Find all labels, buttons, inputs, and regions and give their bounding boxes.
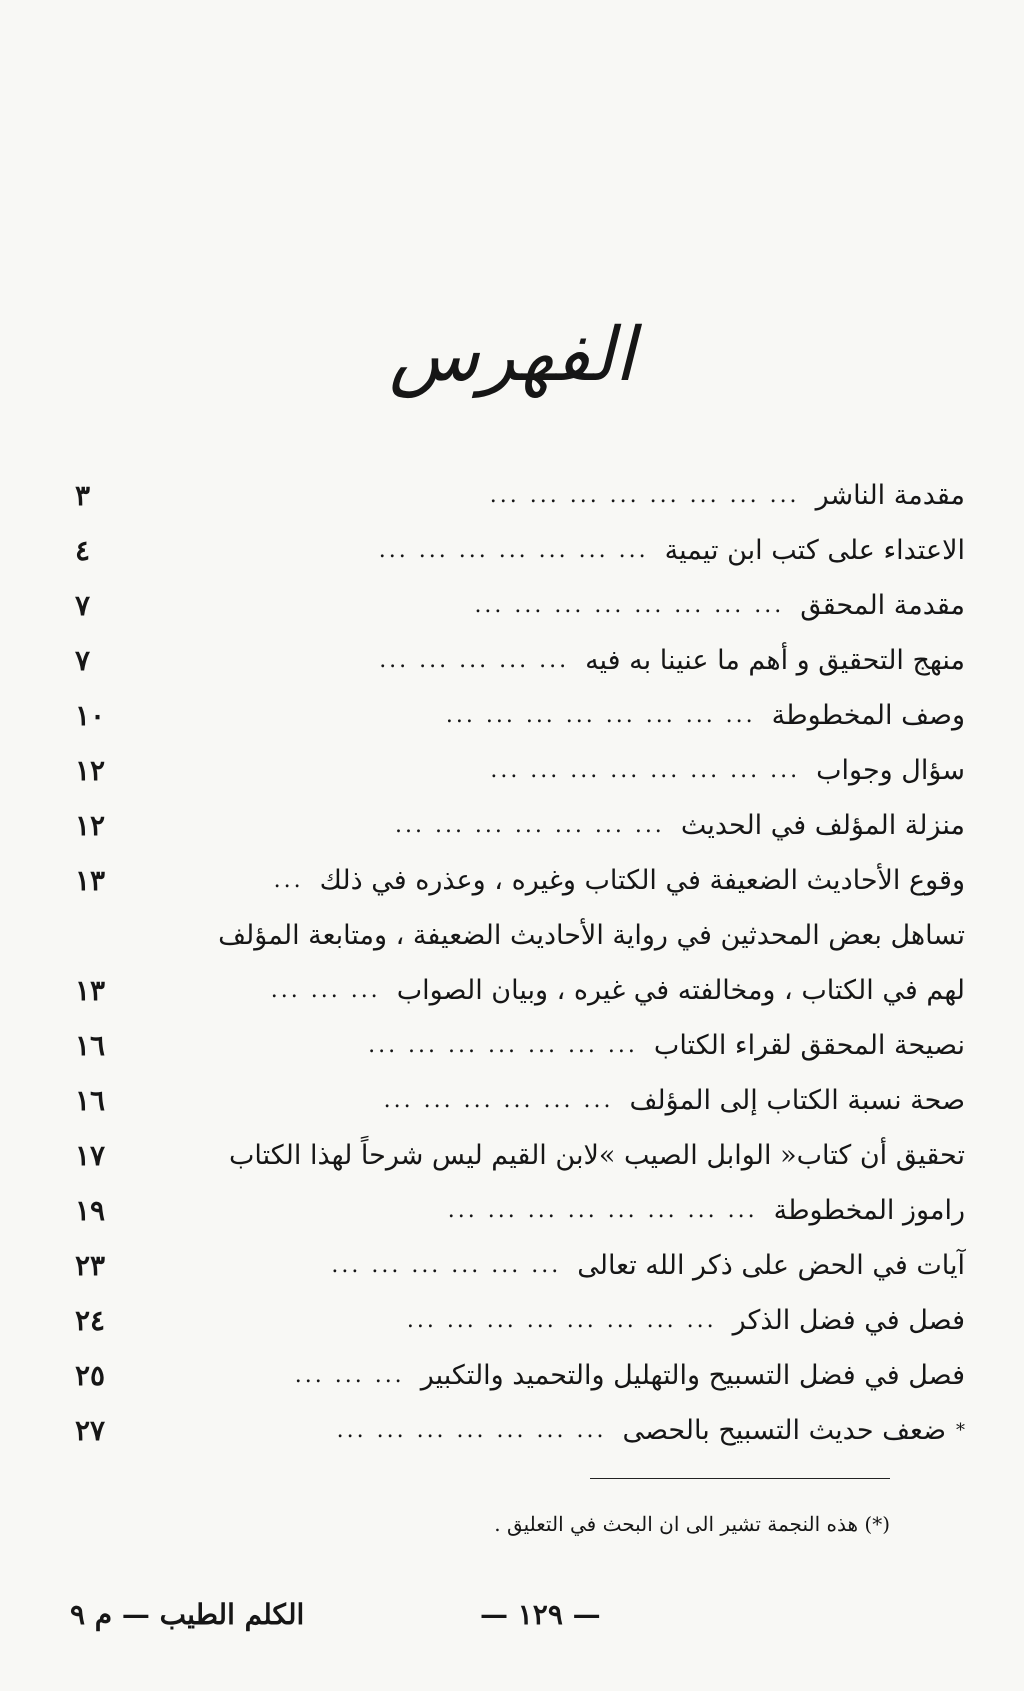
toc-entry-page: ١٢ (75, 809, 106, 842)
toc-entry (75, 743, 965, 798)
toc-entry-title: وصف المخطوطة (771, 700, 965, 731)
toc-entry (75, 908, 965, 963)
toc-entry (75, 1128, 965, 1183)
toc-entry-title: فصل في فضل التسبيح والتهليل والتحميد والتكبير (420, 1360, 965, 1391)
toc-entry-page: ١٣ (75, 864, 106, 897)
toc-entry-page: ٢٥ (75, 1359, 106, 1392)
toc-entry (75, 688, 965, 743)
toc-entry (75, 1073, 965, 1128)
toc-entry-title: نصيحة المحقق لقراء الكتاب (653, 1030, 965, 1061)
toc-entry-title: منزلة المؤلف في الحديث (680, 810, 965, 841)
toc-entry (75, 578, 965, 633)
toc-entry-title: ضعف حديث التسبيح بالحصى (622, 1415, 946, 1446)
toc-entry-title: مقدمة الناشر (815, 480, 965, 511)
toc-entry (75, 798, 965, 853)
toc-entry (75, 853, 965, 908)
toc-leader-dots: ... ... ... ... ... ... (331, 1253, 562, 1278)
toc-entry (75, 1348, 965, 1403)
toc-leader-dots: ... ... ... ... ... ... ... ... (474, 593, 785, 618)
toc-entry (75, 523, 965, 578)
toc-entry (75, 1403, 965, 1458)
toc-entry (75, 1018, 965, 1073)
toc-entry-page: ١٣ (75, 974, 106, 1007)
toc-entry-page: ٧ (75, 589, 91, 622)
toc-leader-dots: ... ... ... ... ... ... ... (336, 1418, 607, 1443)
toc-entry (75, 963, 965, 1018)
footnote-rule (590, 1478, 890, 1479)
toc-leader-dots: ... ... ... ... ... ... ... (378, 538, 649, 563)
toc-entry-title: تساهل بعض المحدثين في رواية الأحاديث الضعيفة ، ومتابعة المؤلف (218, 920, 965, 951)
page-title: الفهرس (389, 312, 635, 398)
footnote-rule-wrap (0, 1478, 958, 1479)
asterisk-marker: * (956, 1420, 965, 1441)
toc-entry-page: ١٩ (75, 1194, 106, 1227)
toc-entry-title: راموز المخطوطة (773, 1195, 965, 1226)
toc-entry (75, 633, 965, 688)
toc-leader-dots: ... ... ... ... ... ... ... ... (406, 1308, 717, 1333)
toc-entry-page: ١٦ (75, 1029, 106, 1062)
toc-leader-dots: ... ... ... (270, 978, 381, 1003)
toc-entry-page: ٢٤ (75, 1304, 106, 1337)
toc-entry-title: سؤال وجواب (816, 755, 965, 786)
footnote: (*) هذه النجمة تشير الى ان البحث في التعليق . (494, 1512, 890, 1536)
footer-page-number: — ١٢٩ — (480, 1598, 601, 1631)
toc-entry-page: ٤ (75, 534, 91, 567)
toc-entry-page: ٢٧ (75, 1414, 106, 1447)
toc-entry-title: فصل في فضل الذكر (732, 1305, 965, 1336)
toc-entry-page: ١٦ (75, 1084, 106, 1117)
toc-leader-dots: ... ... ... ... ... ... ... ... (490, 758, 801, 783)
toc-entry-title: مقدمة المحقق (800, 590, 965, 621)
toc-entry (75, 1238, 965, 1293)
toc-leader-dots: ... ... ... ... ... ... ... (394, 813, 665, 838)
toc-entry (75, 1183, 965, 1238)
toc-leader-dots: ... ... ... ... ... ... ... ... (447, 1198, 758, 1223)
toc-leader-dots: ... ... ... ... ... ... ... ... (445, 703, 756, 728)
toc-entry-page: ١٢ (75, 754, 106, 787)
toc-entry-page: ١٠ (75, 699, 106, 732)
toc-entry-title: آيات في الحض على ذكر الله تعالى (577, 1250, 965, 1281)
toc-entry-title: لهم في الكتاب ، ومخالفته في غيره ، وبيان الصواب (396, 975, 965, 1006)
toc-entry (75, 1293, 965, 1348)
toc-entry-title: صحة نسبة الكتاب إلى المؤلف (629, 1085, 965, 1116)
toc-entry-title: تحقيق أن كتاب« الوابل الصيب »لابن القيم ليس شرحاً لهذا الكتاب (228, 1140, 965, 1171)
toc-entry-page: ١٧ (75, 1139, 106, 1172)
toc-entry-title: منهج التحقيق و أهم ما عنينا به فيه (585, 645, 965, 676)
footer-book-title: الكلم الطيب — م ٩ (70, 1598, 305, 1631)
toc-entry-page: ٢٣ (75, 1249, 106, 1282)
toc-leader-dots: ... ... ... (294, 1363, 405, 1388)
toc-leader-dots: ... (273, 868, 304, 893)
table-of-contents (75, 468, 965, 1458)
toc-entry-title: الاعتداء على كتب ابن تيمية (664, 535, 965, 566)
toc-leader-dots: ... ... ... ... ... ... ... (368, 1033, 638, 1058)
toc-leader-dots: ... ... ... ... ... (379, 648, 570, 673)
toc-entry-page: ٣ (75, 479, 91, 512)
toc-entry-title: وقوع الأحاديث الضعيفة في الكتاب وغيره ، وعذره في ذلك (319, 865, 965, 896)
toc-leader-dots: ... ... ... ... ... ... ... ... (489, 483, 800, 508)
toc-entry-page: ٧ (75, 644, 91, 677)
toc-leader-dots: ... ... ... ... ... ... (383, 1088, 614, 1113)
toc-entry (75, 468, 965, 523)
